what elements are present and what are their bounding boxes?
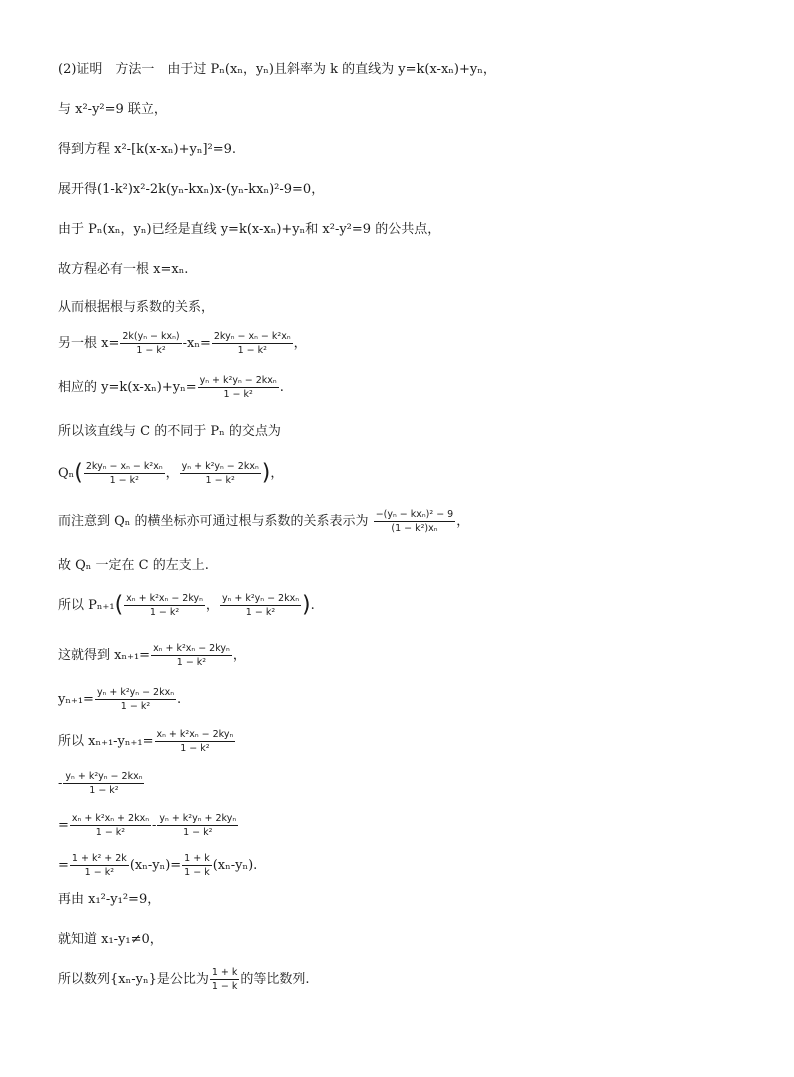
line-9 [58,374,284,401]
line-22: 就知道 x₁-y₁≠0， [58,932,163,947]
text: (xₙ-yₙ)= [129,858,182,873]
fraction [182,852,212,879]
text: 所以 xₙ₊₁-yₙ₊₁= [58,734,154,749]
text: - [58,776,63,791]
separator: ， [165,466,179,481]
numerator: 2kyₙ − xₙ − k²xₙ [85,461,163,472]
numerator: yₙ + k²yₙ − 2kxₙ [181,461,259,472]
numerator: yₙ + k²yₙ − 2kxₙ [65,771,143,782]
denominator: 1 − k² [157,825,238,839]
fraction [70,812,151,839]
text: 而注意到 Qₙ 的横坐标亦可通过根与系数的关系表示为 [58,514,369,529]
fraction [70,852,129,879]
line-7: 从而根据根与系数的关系， [58,300,215,315]
denominator: 1 − k² [84,473,165,487]
denominator: 1 − k² [155,741,236,755]
numerator: xₙ + k²xₙ − 2kyₙ [156,729,234,740]
numerator: xₙ + k²xₙ − 2kyₙ [126,593,203,604]
text: ， [232,648,246,663]
denominator: 1 − k² [63,783,144,797]
denominator: 1 − k [184,867,210,878]
line-8 [58,330,307,357]
text: . [279,380,284,395]
line-16 [58,686,181,713]
fraction [374,508,456,535]
text: 的等比数列. [240,972,310,987]
fraction [84,460,165,487]
line-14 [58,592,315,619]
fraction [210,966,240,993]
numerator: yₙ + k²yₙ + 2kyₙ [159,813,237,824]
denominator: 1 − k² [180,473,261,487]
line-20 [58,852,257,879]
fraction [95,686,176,713]
fraction [157,812,238,839]
left-paren: ( [74,460,83,486]
line-23 [58,966,310,993]
text: Qₙ [58,466,75,481]
text: - [151,818,157,833]
right-paren: ) [302,592,311,618]
numerator: yₙ + k²yₙ − 2kxₙ [96,687,175,698]
line-6: 故方程必有一根 x=xₙ. [58,262,189,277]
fraction [198,374,279,401]
fraction [220,592,301,619]
line-10: 所以该直线与 C 的不同于 Pₙ 的交点为 [58,424,281,439]
numerator: −(yₙ − kxₙ)² − 9 [375,509,454,520]
line-11 [58,460,283,487]
text: . [310,598,315,613]
denominator: (1 − k²)xₙ [374,521,456,535]
fraction [124,592,205,619]
denominator: 1 − k² [212,343,293,357]
line-19 [58,812,239,839]
fraction [212,330,293,357]
numerator: yₙ + k²yₙ − 2kxₙ [199,375,277,386]
text: 这就得到 xₙ₊₁= [58,648,151,663]
fraction [180,460,261,487]
denominator: 1 − k² [124,605,205,619]
fraction [155,728,236,755]
numerator: 1 + k² + 2k [71,853,127,864]
right-paren: ) [261,460,271,486]
line-2: 与 x²-y²=9 联立， [58,102,167,117]
numerator: 1 + k [211,967,238,978]
line-18 [58,770,145,797]
line-17 [58,728,236,755]
numerator: 2kyₙ − xₙ − k²xₙ [213,331,291,342]
denominator: 1 − k² [70,825,151,839]
fraction [120,330,181,357]
text: = [58,858,69,873]
denominator: 1 − k² [120,343,181,357]
text: (xₙ-yₙ). [212,858,258,873]
fraction [151,642,232,669]
text: yₙ₊₁= [58,692,94,707]
denominator: 1 − k² [95,699,176,713]
text: ， [270,466,284,481]
line-5: 由于 Pₙ(xₙ，yₙ)已经是直线 y=k(x-xₙ)+yₙ和 x²-y²=9 的公共点， [58,222,441,237]
left-paren: ( [114,592,124,618]
denominator: 1 − k [211,981,238,992]
numerator: xₙ + k²xₙ + 2kxₙ [71,813,149,824]
denominator: 1 − k² [198,387,279,401]
line-4: 展开得(1-k²)x²-2k(yₙ-kxₙ)x-(yₙ-kxₙ)²-9=0， [58,182,325,197]
line-3: 得到方程 x²-[k(x-xₙ)+yₙ]²=9. [58,142,237,157]
denominator: 1 − k² [151,655,232,669]
text: 另一根 x= [58,336,120,351]
numerator: 2k(yₙ − kxₙ) [122,331,180,342]
line-21: 再由 x₁²-y₁²=9， [58,892,161,907]
line-15 [58,642,246,669]
numerator: xₙ + k²xₙ − 2kyₙ [153,643,230,654]
text: = [58,818,69,833]
text: 相应的 y=k(x-xₙ)+yₙ= [58,380,197,395]
text: 所以 Pₙ₊₁ [58,598,115,613]
text: ， [293,336,307,351]
numerator: 1 + k [184,853,210,864]
separator: ， [205,598,219,613]
text: . [177,692,182,707]
text: 所以数列{xₙ-yₙ}是公比为 [58,972,209,987]
numerator: yₙ + k²yₙ − 2kxₙ [221,593,300,604]
denominator: 1 − k² [70,865,129,879]
fraction [63,770,144,797]
line-13: 故 Qₙ 一定在 C 的左支上. [58,558,209,573]
denominator: 1 − k² [220,605,301,619]
line-1: (2)证明 方法一 由于过 Pₙ(xₙ，yₙ)且斜率为 k 的直线为 y=k(x-xₙ)+yₙ， [58,62,496,77]
text: -xₙ= [182,336,211,351]
text: ， [456,514,470,529]
line-12 [58,508,469,535]
